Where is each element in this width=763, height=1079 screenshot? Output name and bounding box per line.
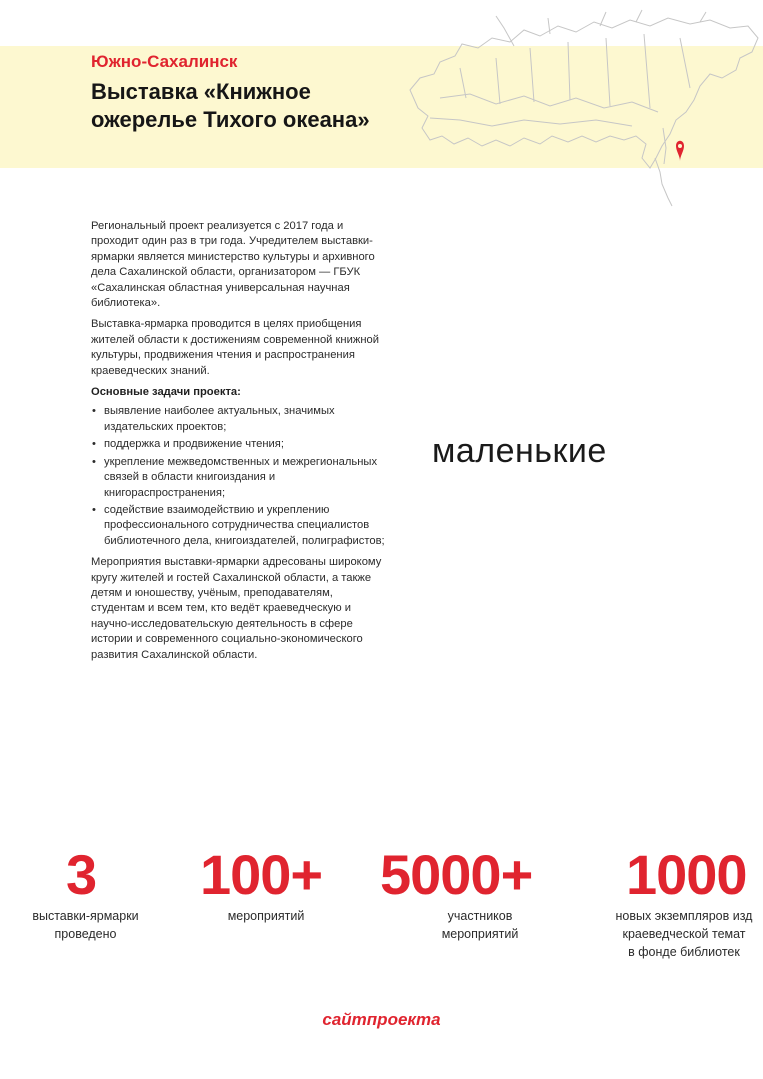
task-item: • выявление наиболее актуальных, значимых издательских проектов; <box>91 404 386 435</box>
stat-label: выставки-ярмарки проведено <box>32 909 139 941</box>
task-item: • укрепление межведомственных и межрегиональных связей в области книгоиздания и книгораспространения; <box>91 455 386 501</box>
goal-paragraph: Выставка-ярмарка проводится в целях приобщения жителей области к достижениям современной книжной культуры, продвижения чтения и распространения краеведческих знаний. <box>91 318 379 377</box>
stat-number: 5000+ <box>380 843 533 906</box>
stat-label: участников мероприятий <box>441 909 519 941</box>
tasks-heading: Основные задачи проекта: <box>91 386 241 399</box>
page-title: Выставка «Книжное ожерелье Тихого океана» <box>91 79 370 132</box>
city-name: Южно-Сахалинск <box>91 52 238 71</box>
overlay-word: маленькие <box>432 432 607 470</box>
stat-label: мероприятий <box>227 909 305 923</box>
intro-paragraph: Региональный проект реализуется с 2017 года и проходит один раз в три года. Учредителем выставки-ярмарки является министерство культуры и архивного дела Сахалинской области, организатором — ГБУК «Сахалинская областная универсальная научная библиотека». <box>91 220 375 310</box>
footer-brand[interactable]: сайтпроекта <box>322 1010 441 1029</box>
stat-label: новых экземпляров изд краеведческой темат в фонде библиотек <box>615 909 753 959</box>
russia-map-icon <box>400 8 763 208</box>
task-item: • содействие взаимодействию и укреплению профессионального сотрудничества специалистов библиотечного дела, книгоиздателей, полиграфистов; <box>91 503 386 549</box>
tasks-list <box>91 404 386 549</box>
location-pin-icon <box>676 141 684 161</box>
stat-number: 1000 <box>626 843 747 906</box>
audience-paragraph: Мероприятия выставки-ярмарки адресованы широкому кругу жителей и гостей Сахалинской области, а также детям и юношеству, учёным, преподавателям, студентам и всем тем, кто ведёт краеведческую и научно-исследовательскую деятельность в сфере истории и современного социально-экономического развития Сахалинской области. <box>91 556 382 661</box>
description-text <box>91 219 386 669</box>
stat-number: 100+ <box>200 843 323 906</box>
stat-number: 3 <box>66 843 97 906</box>
task-item: • поддержка и продвижение чтения; <box>91 437 386 452</box>
